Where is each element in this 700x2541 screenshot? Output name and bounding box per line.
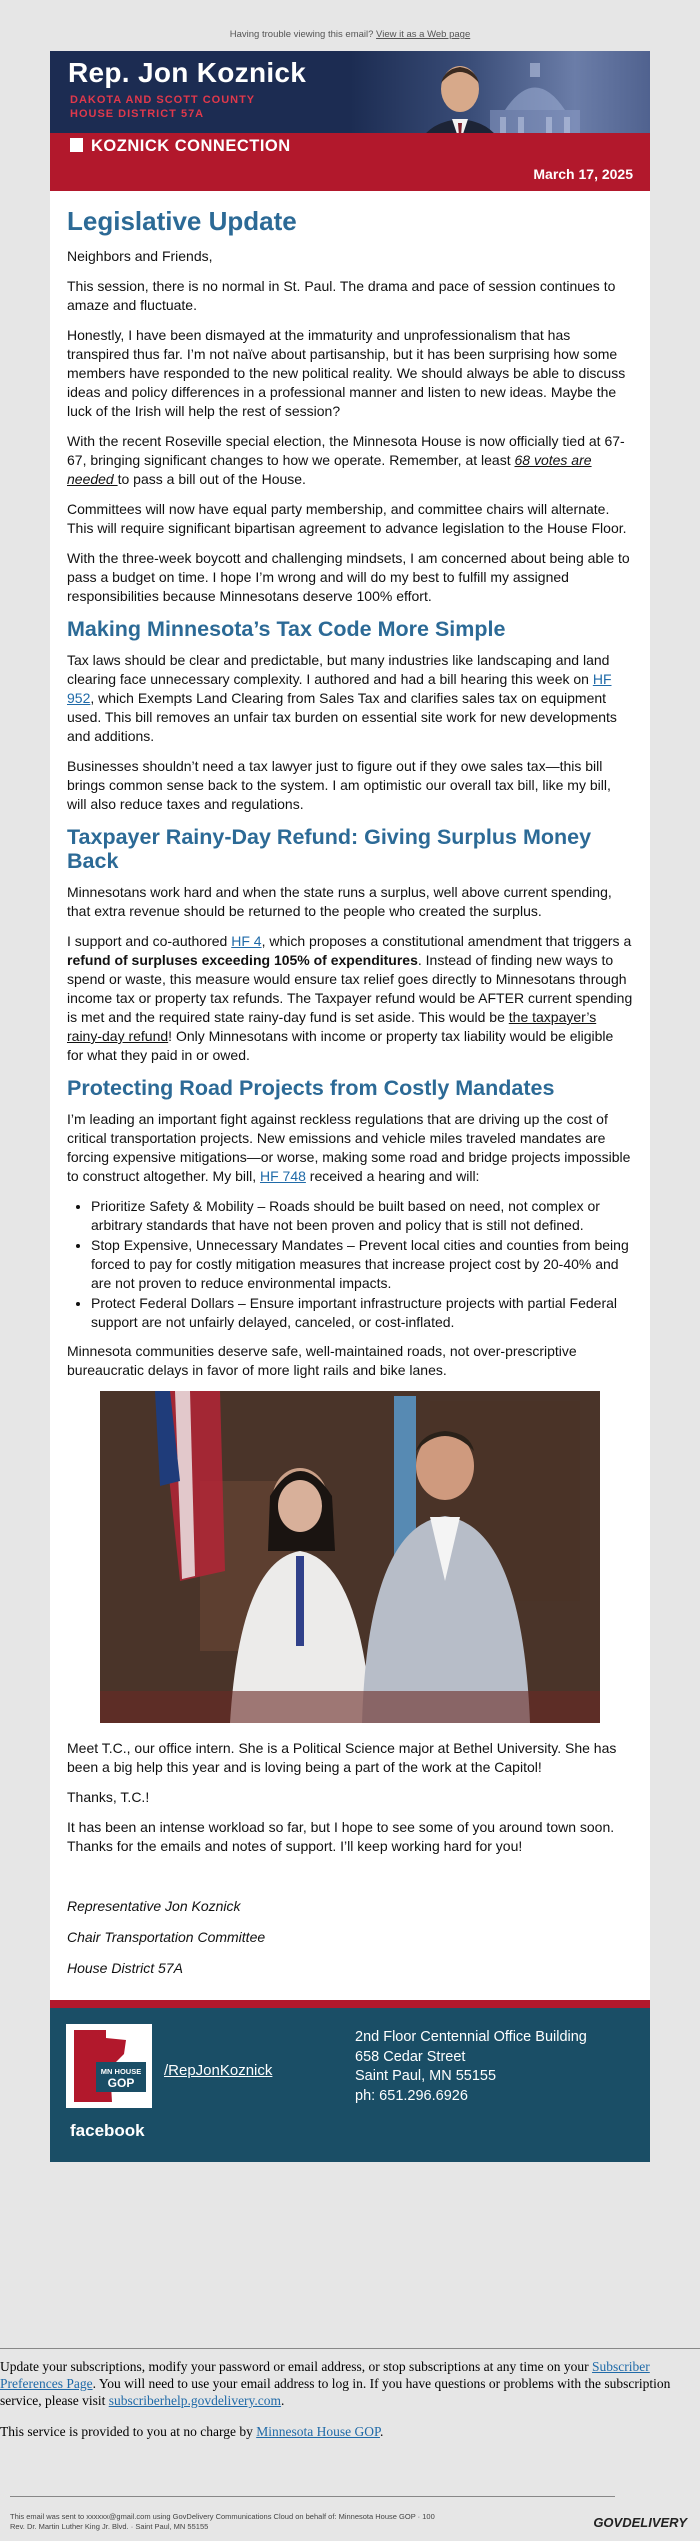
- paragraph: [67, 651, 633, 746]
- paragraph: Neighbors and Friends,: [67, 248, 213, 264]
- mn-house-gop-logo[interactable]: [66, 2024, 152, 2108]
- subscription-paragraph: [0, 2358, 700, 2409]
- text-run: This service is provided to you at no charge by: [0, 2424, 257, 2439]
- text-run: .: [379, 2424, 384, 2439]
- svg-text:MN HOUSE: MN HOUSE: [100, 2067, 142, 2076]
- email-body: [50, 51, 650, 2162]
- facebook-label[interactable]: facebook: [70, 2121, 145, 2140]
- address-line: 2nd Floor Centennial Office Building: [355, 2029, 587, 2045]
- hf-748-link[interactable]: HF 748: [259, 1168, 306, 1184]
- paragraph: [67, 1110, 633, 1186]
- footer: [50, 2000, 650, 2162]
- list-item: • Prioritize Safety & Mobility – Roads should be built based on need, not complex or arbitrary standards that have not been proven and policy that is still not defined.: [91, 1197, 633, 1235]
- paragraph: This session, there is no normal in St. Paul. The drama and pace of session continues to amaze and fluctuate.: [67, 278, 616, 313]
- legal-line: Rev. Dr. Martin Luther King Jr. Blvd. · Saint Paul, MN 55155: [10, 2522, 209, 2531]
- paragraph: Businesses shouldn’t need a tax lawyer just to figure out if they owe sales tax—this bill brings common sense back to the system. I am optimistic our overall tax bill, like my bill, will also reduce taxes and regulations.: [67, 758, 611, 812]
- divider: [10, 2496, 615, 2497]
- header-banner: [50, 51, 650, 159]
- district-info: [70, 93, 255, 121]
- section-title-tax-code: Making Minnesota’s Tax Code More Simple: [67, 617, 506, 641]
- spacer: [67, 1867, 633, 1897]
- rep-name: Rep. Jon Koznick: [68, 57, 307, 88]
- text-run: Tax laws should be clear and predictable, but many industries like landscaping and land clearing face unnecessary complexity. I authored and had a bill hearing this week on: [67, 652, 610, 687]
- section-title-rainy-day-refund: Taxpayer Rainy-Day Refund: Giving Surplus Money Back: [67, 825, 592, 873]
- district-line: HOUSE DISTRICT 57A: [70, 108, 205, 120]
- subscriber-help-link[interactable]: subscriberhelp.govdelivery.com: [108, 2393, 282, 2408]
- govdelivery-logo[interactable]: GOVDELIVERY: [593, 2515, 687, 2530]
- county-line: DAKOTA AND SCOTT COUNTY: [70, 94, 256, 106]
- newsletter-title-text: KOZNICK CONNECTION: [91, 137, 291, 155]
- paragraph: Thanks, T.C.!: [67, 1789, 150, 1805]
- text-run: .: [281, 2393, 285, 2408]
- paragraph: Honestly, I have been dismayed at the immaturity and unprofessionalism that has transpired thus far. I’m not naïve about partisanship, but it has been surprising how some members have responded to the new political reality. We should always be able to discuss ideas and policy differences in a professional manner and listen to new ideas. Maybe the luck of the Irish will help the rest of session?: [67, 327, 626, 419]
- newsletter-title: [70, 137, 291, 156]
- text-run: I’m leading an important fight against reckless regulations that are driving up the cost of critical transportation projects. New emissions and vehicle miles traveled mandates are forcing expensive mitigations—or worse, making some road and bridge projects impossible to construct altogether. My bill,: [67, 1111, 631, 1184]
- web-page-link[interactable]: View it as a Web page: [376, 29, 471, 40]
- text-run: With the recent Roseville special election, the Minnesota House is now officially tied at 67-67, bringing significant changes to how we operate. Remember, at least: [67, 433, 625, 468]
- text-run: . You will need to use your email address to log in. If you have questions or problems with the subscription service, please visit: [0, 2376, 671, 2408]
- bill-goals-list: [67, 1197, 633, 1332]
- paragraph: [67, 432, 633, 489]
- subscriber-preferences-link[interactable]: Subscriber Preferences Page: [0, 2359, 650, 2391]
- bold-text: refund of surpluses exceeding 105% of expenditures: [67, 952, 418, 968]
- legal-line: This email was sent to xxxxxx@gmail.com using GovDelivery Communications Cloud on behalf of: Minnesota House GOP · 100: [10, 2512, 435, 2521]
- intern-photo: [100, 1391, 600, 1723]
- svg-text:GOP: GOP: [107, 2076, 135, 2090]
- emphasis-text: 68 votes are needed: [67, 452, 592, 487]
- hf-4-link[interactable]: HF 4: [231, 933, 262, 949]
- hf-952-link[interactable]: HF 952: [67, 671, 612, 706]
- facebook-handle-link[interactable]: /RepJonKoznick: [164, 2062, 273, 2079]
- text-run: Update your subscriptions, modify your password or email address, or stop subscriptions at any time on your: [0, 2359, 593, 2374]
- text-run: . Instead of finding new ways to spend or waste, this measure would ensure tax relief goes directly to Minnesotans through income tax or property tax refunds. The Taxpayer refund would be AFTER current spending is met and the required state rainy-day fund is set aside. This would be: [67, 952, 633, 1025]
- section-title-legislative-update: Legislative Update: [67, 206, 297, 236]
- text-run: , which proposes a constitutional amendment that triggers a: [261, 933, 632, 949]
- top-note-text: Having trouble viewing this email?: [229, 29, 374, 40]
- paragraph: With the three-week boycott and challenging mindsets, I am concerned about being able to pass a budget on time. I hope I’m wrong and will do my best to fulfill my assigned responsibilities because Minnesotans deserve 100% effort.: [67, 550, 630, 604]
- section-title-road-projects: Protecting Road Projects from Costly Mandates: [67, 1076, 555, 1100]
- text-run: ! Only Minnesotans with income or property tax liability would be eligible for what they paid in or owed.: [67, 1028, 614, 1063]
- address-line: Saint Paul, MN 55155: [355, 2068, 497, 2084]
- paragraph: It has been an intense workload so far, but I hope to see some of you around town soon. Thanks for the emails and notes of support. I’ll keep working hard for you!: [67, 1819, 615, 1854]
- text-run: received a hearing and will:: [305, 1168, 480, 1184]
- signature-district: House District 57A: [67, 1960, 183, 1976]
- house-gop-link[interactable]: Minnesota House GOP: [256, 2424, 380, 2439]
- list-item: • Protect Federal Dollars – Ensure important infrastructure projects with partial Federal support are not unfairly delayed, canceled, or cost-inflated.: [91, 1294, 633, 1332]
- text-run: , which Exempts Land Clearing from Sales Tax and clarifies sales tax on equipment used. This bill removes an unfair tax burden on essential site work for new developments and additions.: [67, 690, 617, 744]
- subscription-info: [0, 2348, 700, 2454]
- signature-title: Chair Transportation Committee: [67, 1929, 266, 1945]
- paragraph: Minnesota communities deserve safe, well-maintained roads, not over-prescriptive bureaucratic delays in favor of more light rails and bike lanes.: [67, 1343, 577, 1378]
- underlined-text: the taxpayer’s rainy-day refund: [67, 1009, 597, 1044]
- signature-name: Representative Jon Koznick: [67, 1898, 241, 1914]
- paragraph: Committees will now have equal party membership, and committee chairs will alternate. This will require significant bipartisan agreement to advance legislation to the House Floor.: [67, 501, 627, 536]
- divider: [0, 2348, 700, 2349]
- service-paragraph: [0, 2423, 700, 2440]
- legal-notice: [10, 2512, 435, 2532]
- text-run: to pass a bill out of the House.: [117, 471, 306, 487]
- date-bar: March 17, 2025: [50, 159, 650, 191]
- phone-line: ph: 651.296.6926: [355, 2087, 468, 2104]
- newsletter-content: [50, 191, 650, 1978]
- paragraph: Meet T.C., our office intern. She is a Political Science major at Bethel University. She has been a big help this year and is loving being a part of the work at the Capitol!: [67, 1740, 617, 1775]
- paragraph: [67, 932, 633, 1065]
- address-line: 658 Cedar Street: [355, 2048, 466, 2065]
- paragraph: Minnesotans work hard and when the state runs a surplus, well above current spending, that extra revenue should be returned to the people who created the surplus.: [67, 884, 612, 919]
- text-run: I support and co-authored: [67, 933, 232, 949]
- office-address: [355, 2028, 587, 2106]
- minnesota-icon: [70, 138, 83, 152]
- list-item: • Stop Expensive, Unnecessary Mandates – Prevent local cities and counties from being forced to pay for costly mitigation measures that increase project cost by 20-40% and are not proven to reduce environmental impacts.: [91, 1236, 633, 1293]
- top-note: [0, 0, 700, 51]
